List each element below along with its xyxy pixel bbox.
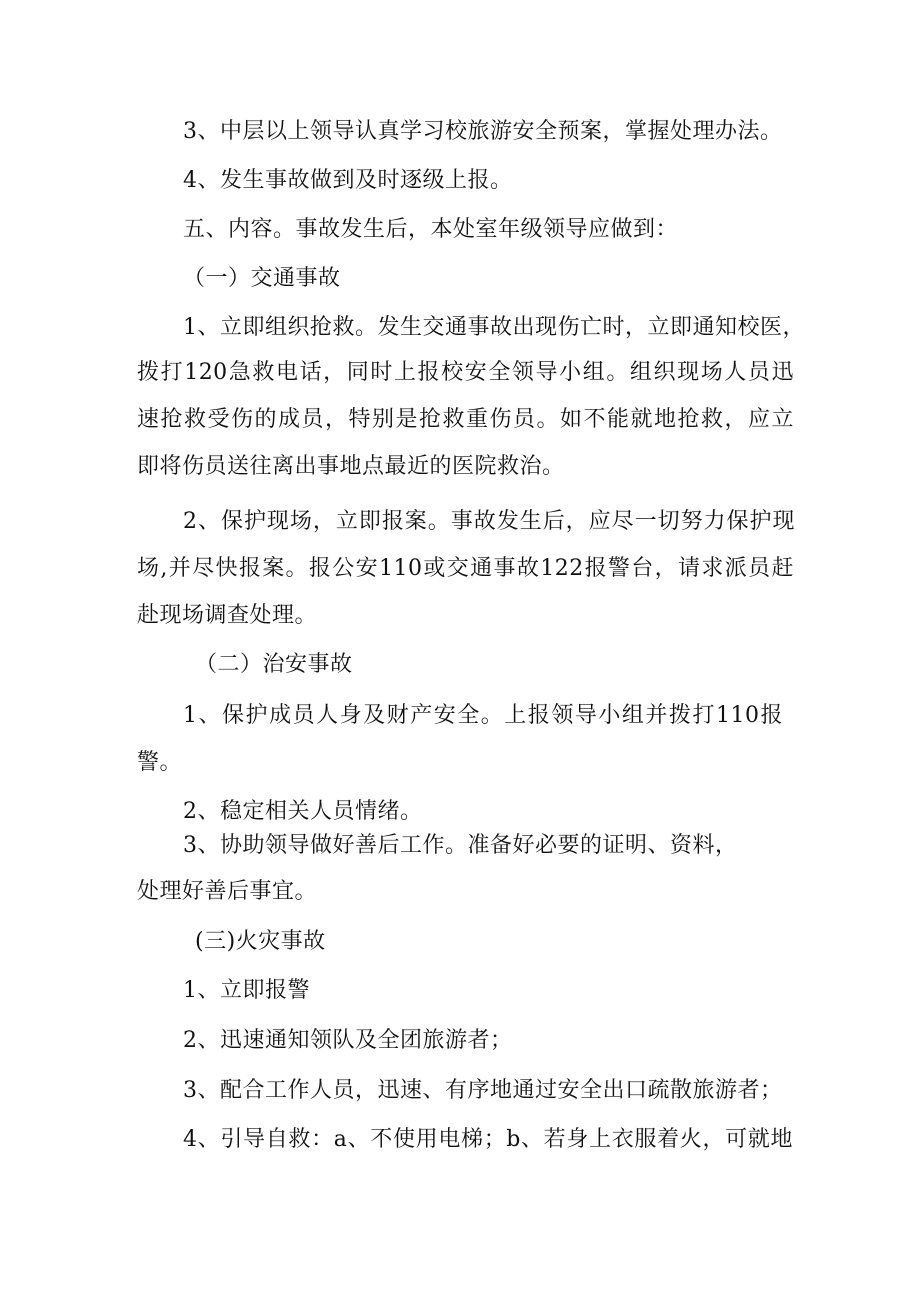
section-heading-5: 五、内容。事故发生后，本处室年级领导应做到： — [183, 217, 679, 242]
text-line-5: 1、立即组织抢救。发生交通事故出现伤亡时，立即通知校医， — [183, 315, 805, 340]
text-line-1: 3、中层以上领导认真学习校旅游安全预案，掌握处理办法。 — [183, 119, 783, 144]
text-line-16: 3、协助领导做好善后工作。准备好必要的证明、资料， — [183, 833, 738, 858]
text-line-6: 拨打120急救电话，同时上报校安全领导小组。组织现场人员迅 — [137, 360, 794, 385]
text-line-2: 4、发生事故做到及时逐级上报。 — [183, 168, 513, 193]
text-line-22: 4、引导自救：a、不使用电梯；b、若身上衣服着火，可就地 — [183, 1127, 793, 1152]
text-line-13: 1、保护成员人身及财产安全。上报领导小组并拨打110报 — [183, 703, 783, 728]
subsection-heading-traffic: （一）交通事故 — [183, 266, 341, 291]
text-line-17: 处理好善后事宜。 — [137, 879, 318, 904]
text-line-19: 1、立即报警 — [183, 978, 310, 1003]
subsection-heading-security: （二）治安事故 — [195, 652, 353, 677]
text-line-14: 警。 — [137, 750, 183, 775]
text-line-9: 2、保护现场，立即报案。事故发生后，应尽一切努力保护现 — [183, 509, 795, 534]
text-line-15: 2、稳定相关人员情绪。 — [183, 799, 423, 824]
text-line-20: 2、迅速通知领队及全团旅游者； — [183, 1028, 513, 1053]
subsection-heading-fire: (三)火灾事故 — [195, 929, 326, 954]
text-line-11: 赴现场调查处理。 — [137, 603, 318, 628]
text-line-10: 场,并尽快报案。报公安110或交通事故122报警台，请求派员赶 — [137, 556, 794, 581]
text-line-21: 3、配合工作人员，迅速、有序地通过安全出口疏散旅游者； — [183, 1078, 783, 1103]
text-line-7: 速抢救受伤的成员，特别是抢救重伤员。如不能就地抢救，应立 — [137, 407, 794, 432]
text-line-8: 即将伤员送往离出事地点最近的医院救治。 — [137, 454, 565, 479]
